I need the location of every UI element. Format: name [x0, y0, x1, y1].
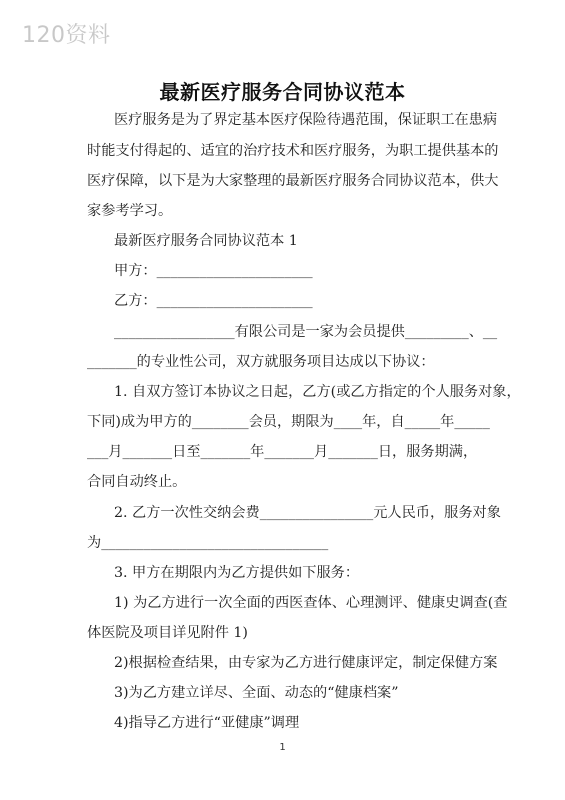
paragraph-line: 医疗服务是为了界定基本医疗保险待遇范围，保证职工在患病 [114, 112, 498, 128]
clause-line: 3. 甲方在期限内为乙方提供如下服务： [114, 565, 360, 581]
paragraph-line: _______的专业性公司，双方就服务项目达成以下协议： [87, 354, 435, 370]
paragraph-line: 家参考学习。 [87, 203, 173, 219]
clause-line: 1. 自双方签订本协议之日起，乙方(或乙方指定的个人服务对象， [114, 384, 521, 400]
document-title: 最新医疗服务合同协议范本 [159, 80, 406, 104]
party-b-line: 乙方：______________________ [114, 293, 313, 309]
clause-line: 合同自动终止。 [87, 474, 187, 490]
clause-line: 下同)成为甲方的________会员，期限为____年，自_____年_____ [87, 414, 490, 430]
service-item: 体医院及项目详见附件 1) [87, 625, 248, 641]
watermark-logo: 120资料 [22, 23, 111, 48]
service-item: 2)根据检查结果，由专家为乙方进行健康评定，制定保健方案 [114, 655, 498, 671]
party-a-line: 甲方：______________________ [114, 263, 313, 279]
section-heading: 最新医疗服务合同协议范本 1 [114, 233, 298, 249]
page-number: 1 [279, 742, 286, 753]
service-item: 3)为乙方建立详尽、全面、动态的“健康档案” [114, 685, 399, 701]
service-item: 1) 为乙方进行一次全面的西医查体、心理测评、健康史调查(查 [114, 595, 508, 611]
clause-line: 2. 乙方一次性交纳会费________________元人民币，服务对象 [114, 505, 501, 521]
paragraph-line: 时能支付得起的、适宜的治疗技术和医疗服务，为职工提供基本的 [87, 143, 499, 159]
clause-line: ___月_______日至_______年_______月_______日，服务期满， [87, 444, 478, 460]
paragraph-line: _________________有限公司是一家为会员提供_________、__ [114, 324, 498, 340]
service-item: 4)指导乙方进行“亚健康”调理 [114, 715, 300, 731]
clause-line: 为________________________________ [87, 535, 329, 551]
paragraph-line: 医疗保障，以下是为大家整理的最新医疗服务合同协议范本，供大 [87, 173, 499, 189]
